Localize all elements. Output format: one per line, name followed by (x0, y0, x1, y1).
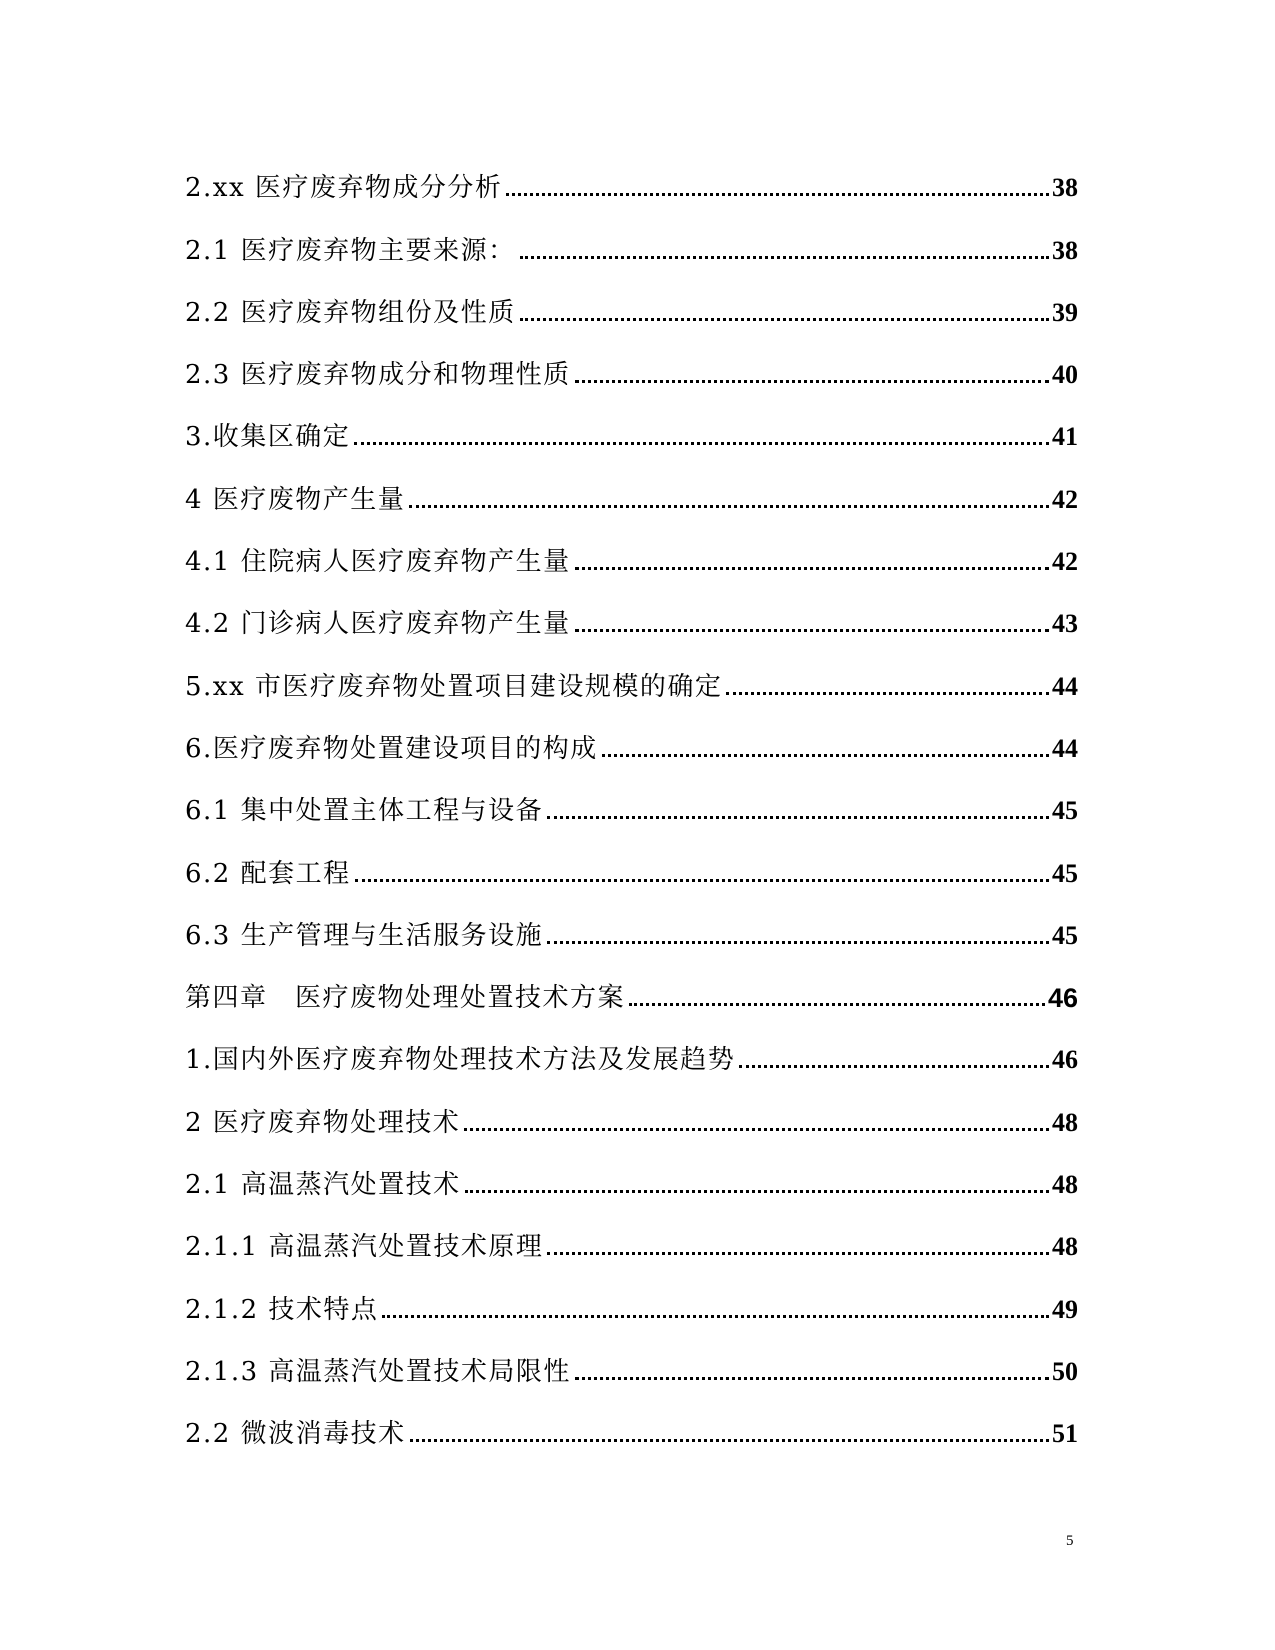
toc-entry-page: 44 (1052, 671, 1078, 701)
dot-leader (575, 1377, 1049, 1380)
toc-entry-title: 2.1.1 高温蒸汽处置技术原理 (185, 1232, 544, 1263)
toc-entry[interactable] (185, 579, 1078, 641)
toc-entry-title: 6.3 生产管理与生活服务设施 (185, 920, 544, 951)
toc-entry-page: 41 (1052, 422, 1078, 452)
toc-entry-page: 40 (1052, 360, 1078, 390)
dot-leader (547, 941, 1049, 944)
toc-chapter-entry[interactable] (185, 953, 1078, 1015)
toc-entry[interactable] (185, 641, 1078, 703)
dot-leader (739, 1065, 1049, 1068)
toc-entry-page: 45 (1052, 796, 1078, 826)
toc-entry[interactable] (185, 392, 1078, 454)
toc-entry[interactable] (185, 1389, 1078, 1451)
toc-entry-title: 2.1.3 高温蒸汽处置技术局限性 (185, 1356, 571, 1387)
toc-entry-title: 6.医疗废弃物处置建设项目的构成 (185, 733, 598, 764)
toc-entry-page: 48 (1052, 1107, 1078, 1137)
dot-leader (726, 692, 1049, 695)
dot-leader (629, 1003, 1045, 1006)
toc-entry-title: 2.2 微波消毒技术 (185, 1419, 406, 1450)
dot-leader (520, 256, 1049, 259)
toc-chapter-title: 第四章 医疗废物处理处置技术方案 (185, 983, 626, 1014)
page-number: 5 (1066, 1533, 1074, 1549)
toc-chapter-page: 46 (1047, 983, 1078, 1014)
toc-entry[interactable] (185, 1202, 1078, 1264)
dot-leader (547, 1252, 1049, 1255)
toc-entry-page: 46 (1052, 1045, 1078, 1075)
toc-entry[interactable] (185, 704, 1078, 766)
dot-leader (547, 816, 1049, 819)
toc-entry[interactable] (185, 205, 1078, 267)
toc-entry-title: 3.收集区确定 (185, 422, 351, 453)
toc-entry-title: 2.1 医疗废弃物主要来源： (185, 235, 516, 266)
toc-entry[interactable] (185, 891, 1078, 953)
table-of-contents (185, 143, 1078, 1451)
toc-entry-title: 5.xx 市医疗废弃物处置项目建设规模的确定 (185, 671, 723, 702)
dot-leader (520, 318, 1049, 321)
toc-entry-title: 6.2 配套工程 (185, 858, 351, 889)
toc-entry[interactable] (185, 268, 1078, 330)
dot-leader (506, 193, 1049, 196)
toc-entry-title: 2.1.2 技术特点 (185, 1294, 379, 1325)
toc-entry-title: 2.1 高温蒸汽处置技术 (185, 1170, 461, 1201)
dot-leader (465, 1190, 1049, 1193)
dot-leader (575, 567, 1049, 570)
toc-entry-page: 44 (1052, 733, 1078, 763)
dot-leader (602, 754, 1049, 757)
toc-entry-page: 51 (1052, 1419, 1078, 1449)
toc-entry-title: 2.3 医疗废弃物成分和物理性质 (185, 360, 571, 391)
toc-entry-page: 48 (1052, 1170, 1078, 1200)
toc-entry-title: 4 医疗废物产生量 (185, 484, 406, 515)
toc-entry-title: 1.国内外医疗废弃物处理技术方法及发展趋势 (185, 1045, 736, 1076)
toc-entry-page: 38 (1052, 235, 1078, 265)
toc-entry[interactable] (185, 1015, 1078, 1077)
toc-entry-page: 43 (1052, 609, 1078, 639)
dot-leader (355, 879, 1049, 882)
toc-entry-title: 6.1 集中处置主体工程与设备 (185, 796, 544, 827)
toc-entry[interactable] (185, 143, 1078, 205)
toc-entry-page: 45 (1052, 920, 1078, 950)
toc-entry-title: 2.2 医疗废弃物组份及性质 (185, 297, 516, 328)
toc-entry-title: 2.xx 医疗废弃物成分分析 (185, 173, 503, 204)
toc-entry[interactable] (185, 1327, 1078, 1389)
dot-leader (354, 442, 1049, 445)
dot-leader (410, 1439, 1049, 1442)
toc-entry-page: 45 (1052, 858, 1078, 888)
toc-entry[interactable] (185, 1140, 1078, 1202)
toc-entry-page: 42 (1052, 484, 1078, 514)
toc-entry-page: 39 (1052, 297, 1078, 327)
toc-entry-page: 49 (1052, 1294, 1078, 1324)
toc-entry-title: 2 医疗废弃物处理技术 (185, 1107, 461, 1138)
toc-entry[interactable] (185, 1264, 1078, 1326)
toc-entry[interactable] (185, 330, 1078, 392)
toc-entry[interactable] (185, 517, 1078, 579)
toc-entry[interactable] (185, 766, 1078, 828)
dot-leader (575, 380, 1049, 383)
dot-leader (409, 505, 1049, 508)
toc-entry-page: 48 (1052, 1232, 1078, 1262)
toc-entry[interactable] (185, 1077, 1078, 1139)
dot-leader (575, 629, 1049, 632)
toc-entry-title: 4.2 门诊病人医疗废弃物产生量 (185, 609, 571, 640)
toc-entry-page: 42 (1052, 547, 1078, 577)
toc-entry-page: 50 (1052, 1356, 1078, 1386)
toc-entry-title: 4.1 住院病人医疗废弃物产生量 (185, 547, 571, 578)
toc-entry[interactable] (185, 828, 1078, 890)
toc-entry-page: 38 (1052, 173, 1078, 203)
dot-leader (382, 1315, 1049, 1318)
dot-leader (464, 1128, 1049, 1131)
toc-entry[interactable] (185, 454, 1078, 516)
